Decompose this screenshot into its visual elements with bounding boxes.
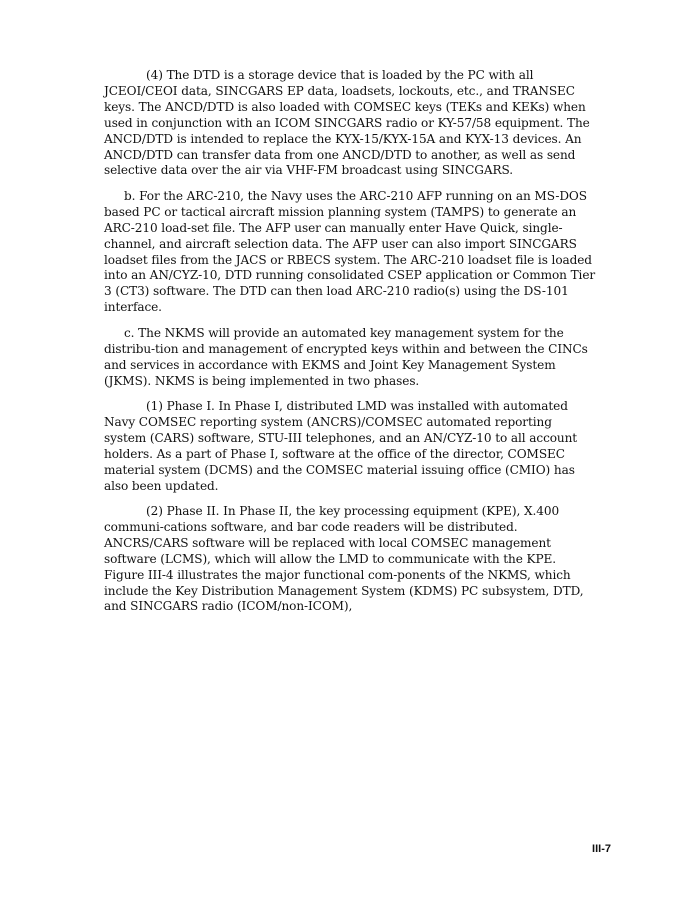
paragraph-phase-1: (1) Phase I. In Phase I, distributed LMD was installed with automated Navy COMSEC reporting system (ANCRS)/COMSEC automated reporting system (CARS) software, STU-III telephones, and an AN/CYZ-10 to all account holders. As a part of Phase I, software at the office of the director, COMSEC material system (DCMS) and the COMSEC material issuing office (CMIO) has also been updated. <box>104 399 578 493</box>
page-number: III-7 <box>592 843 611 855</box>
paragraph-arc-210: b. For the ARC-210, the Navy uses the ARC-210 AFP running on an MS-DOS based PC or tactical aircraft mission planning system (TAMPS) to generate an ARC-210 load-set file. The AFP user can manually enter Have Quick, single-channel, and aircraft selection data. The AFP user can also import SINCGARS loadset files from the JACS or RBECS system. The ARC-210 loadset file is loaded into an AN/CYZ-10, DTD running consolidated CSEP application or Common Tier 3 (CT3) software. The DTD can then load ARC-210 radio(s) using the DS-101 interface. <box>104 188 596 315</box>
body-text <box>104 68 596 625</box>
paragraph-dtd-storage: (4) The DTD is a storage device that is loaded by the PC with all JCEOI/CEOI data, SINCGARS EP data, loadsets, lockouts, etc., and TRANSEC keys. The ANCD/DTD is also loaded with COMSEC keys (TEKs and KEKs) when used in conjunction with an ICOM SINCGARS radio or KY-57/58 equipment. The ANCD/DTD is intended to replace the KYX-15/KYX-15A and KYX-13 devices. An ANCD/DTD can transfer data from one ANCD/DTD to another, as well as send selective data over the air via VHF-FM broadcast using SINCGARS. <box>104 68 590 178</box>
paragraph-phase-2: (2) Phase II. In Phase II, the key processing equipment (KPE), X.400 communi-cations software, and bar code readers will be distributed. ANCRS/CARS software will be replaced with local COMSEC management software (LCMS), which will allow the LMD to communicate with the KPE. Figure III-4 illustrates the major functional com-ponents of the NKMS, which include the Key Distribution Management System (KDMS) PC subsystem, DTD, and SINCGARS radio (ICOM/non-ICOM), <box>104 504 584 614</box>
paragraph-nkms: c. The NKMS will provide an automated key management system for the distribu-tion and management of encrypted keys within and between the CINCs and services in accordance with EKMS and Joint Key Management System (JKMS). NKMS is being implemented in two phases. <box>104 325 588 388</box>
